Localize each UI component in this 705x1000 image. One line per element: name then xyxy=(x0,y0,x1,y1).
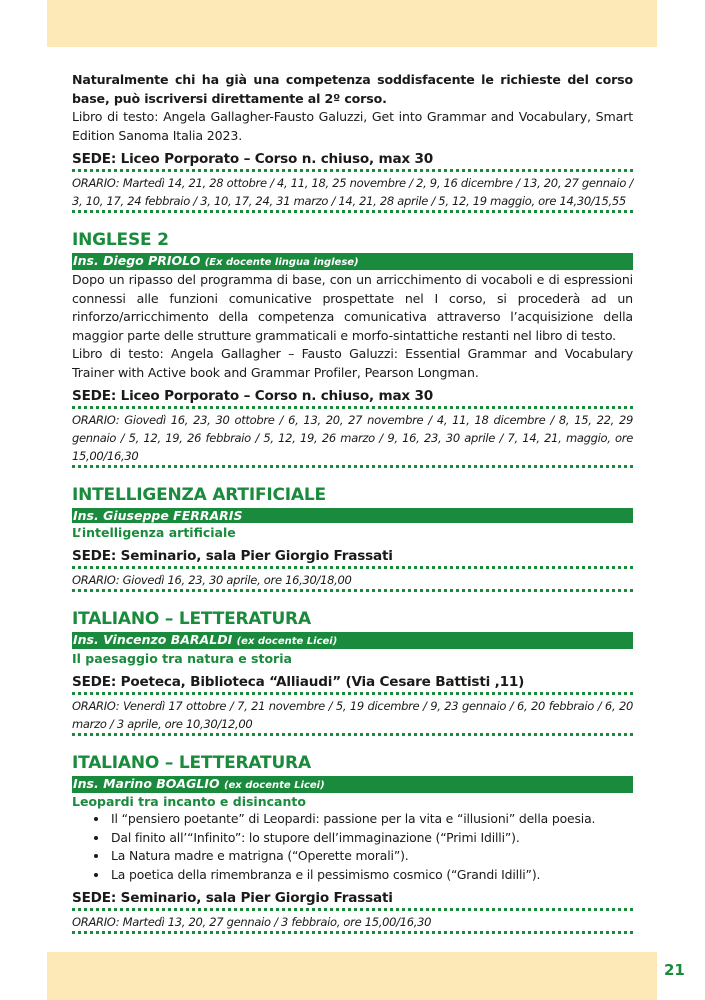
list-item: • Dal finito all’“Infinito”: lo stupore dell’immaginazione (“Primi Idilli”). xyxy=(109,829,633,848)
intro-sede: SEDE: Liceo Porporato – Corso n. chiuso, max 30 xyxy=(72,151,434,167)
dotted-divider xyxy=(72,733,633,736)
page-content xyxy=(72,71,633,934)
course-sede: SEDE: Seminario, sala Pier Giorgio Frassati xyxy=(72,890,393,906)
teacher-note: (Ex docente lingua inglese) xyxy=(204,257,359,268)
dotted-divider xyxy=(72,465,633,468)
course-inglese-2 xyxy=(72,229,633,468)
course-subtitle: L’intelligenza artificiale xyxy=(72,525,236,540)
dotted-divider xyxy=(72,589,633,592)
course-subtitle: Leopardi tra incanto e disincanto xyxy=(72,794,306,809)
teacher-note: (ex docente Licei) xyxy=(236,636,338,647)
header-band xyxy=(47,0,657,47)
course-orario: ORARIO: Venerdì 17 ottobre / 7, 21 novembre / 5, 19 dicembre / 9, 23 gennaio / 6, 20 febbraio / 6, 20 marzo / 3 aprile, ore 10,30/12,00 xyxy=(72,699,633,731)
course-italiano-letteratura-boaglio xyxy=(72,752,633,934)
teacher-note: (ex docente Licei) xyxy=(223,780,325,791)
intro-note: Naturalmente chi ha già una competenza soddisfacente le richieste del corso base, può iscriversi direttamente al 2º corso. xyxy=(72,72,633,106)
course-title: INGLESE 2 xyxy=(72,230,169,250)
intro-orario: ORARIO: Martedì 14, 21, 28 ottobre / 4, 11, 18, 25 novembre / 2, 9, 16 dicembre / 13, 20, 27 gennaio / 3, 10, 17, 24 febbraio / 3, 10, 17, 24, 31 marzo / 14, 21, 28 aprile / 5, 12, 19 maggio, ore 14,30/15,55 xyxy=(72,176,633,208)
course-sede: SEDE: Liceo Porporato – Corso n. chiuso, max 30 xyxy=(72,388,434,404)
course-orario: ORARIO: Giovedì 16, 23, 30 aprile, ore 16,30/18,00 xyxy=(72,573,352,587)
intro-section xyxy=(72,71,633,213)
course-textbook: Libro di testo: Angela Gallagher – Fausto Galuzzi: Essential Grammar and Vocabulary Trainer with Active book and Grammar Profiler, Pearson Longman. xyxy=(72,346,633,380)
teacher-name: Ins. Diego PRIOLO xyxy=(73,253,201,268)
teacher-bar xyxy=(72,632,633,649)
teacher-bar xyxy=(72,253,633,270)
teacher-name: Ins. Giuseppe FERRARIS xyxy=(73,508,243,523)
course-title: ITALIANO – LETTERATURA xyxy=(72,753,311,773)
course-subtitle: Il paesaggio tra natura e storia xyxy=(72,651,292,666)
course-title: ITALIANO – LETTERATURA xyxy=(72,609,311,629)
teacher-bar xyxy=(72,776,633,793)
footer-band xyxy=(47,952,657,1000)
course-orario: ORARIO: Martedì 13, 20, 27 gennaio / 3 febbraio, ore 15,00/16,30 xyxy=(72,915,432,929)
teacher-bar xyxy=(72,508,633,523)
course-description: Dopo un ripasso del programma di base, con un arricchimento di vocaboli e di espressioni connessi alle funzioni comunicative prospettate nel I corso, si procederà ad un rinforzo/arricchimento della competenza comunicativa attraverso l’acquisizione della maggior parte delle strutture grammaticali e morfo-sintattiche restanti nel libro di testo. xyxy=(72,272,633,343)
dotted-divider xyxy=(72,210,633,213)
course-intelligenza-artificiale xyxy=(72,484,633,592)
list-item: • La Natura madre e matrigna (“Operette morali”). xyxy=(109,847,633,866)
intro-textbook: Libro di testo: Angela Gallagher-Fausto Galuzzi, Get into Grammar and Vocabulary, Smart Edition Sanoma Italia 2023. xyxy=(72,109,633,143)
dotted-divider xyxy=(72,931,633,934)
page-number: 21 xyxy=(664,961,685,979)
topic-list xyxy=(72,810,633,884)
list-item: • La poetica della rimembranza e il pessimismo cosmico (“Grandi Idilli”). xyxy=(109,866,633,885)
course-sede: SEDE: Seminario, sala Pier Giorgio Frassati xyxy=(72,548,393,564)
list-item: • Il “pensiero poetante” di Leopardi: passione per la vita e “illusioni” della poesia. xyxy=(109,810,633,829)
course-orario: ORARIO: Giovedì 16, 23, 30 ottobre / 6, 13, 20, 27 novembre / 4, 11, 18 dicembre / 8, 15, 22, 29 gennaio / 5, 12, 19, 26 febbraio / 5, 12, 19, 26 marzo / 9, 16, 23, 30 aprile / 7, 14, 21, maggio, ore 15,00/16,30 xyxy=(72,413,633,463)
teacher-name: Ins. Marino BOAGLIO xyxy=(73,776,220,791)
course-sede: SEDE: Poeteca, Biblioteca “Alliaudi” (Via Cesare Battisti ,11) xyxy=(72,674,525,690)
teacher-name: Ins. Vincenzo BARALDI xyxy=(73,632,233,647)
course-title: INTELLIGENZA ARTIFICIALE xyxy=(72,485,326,505)
course-italiano-letteratura-baraldi xyxy=(72,608,633,736)
